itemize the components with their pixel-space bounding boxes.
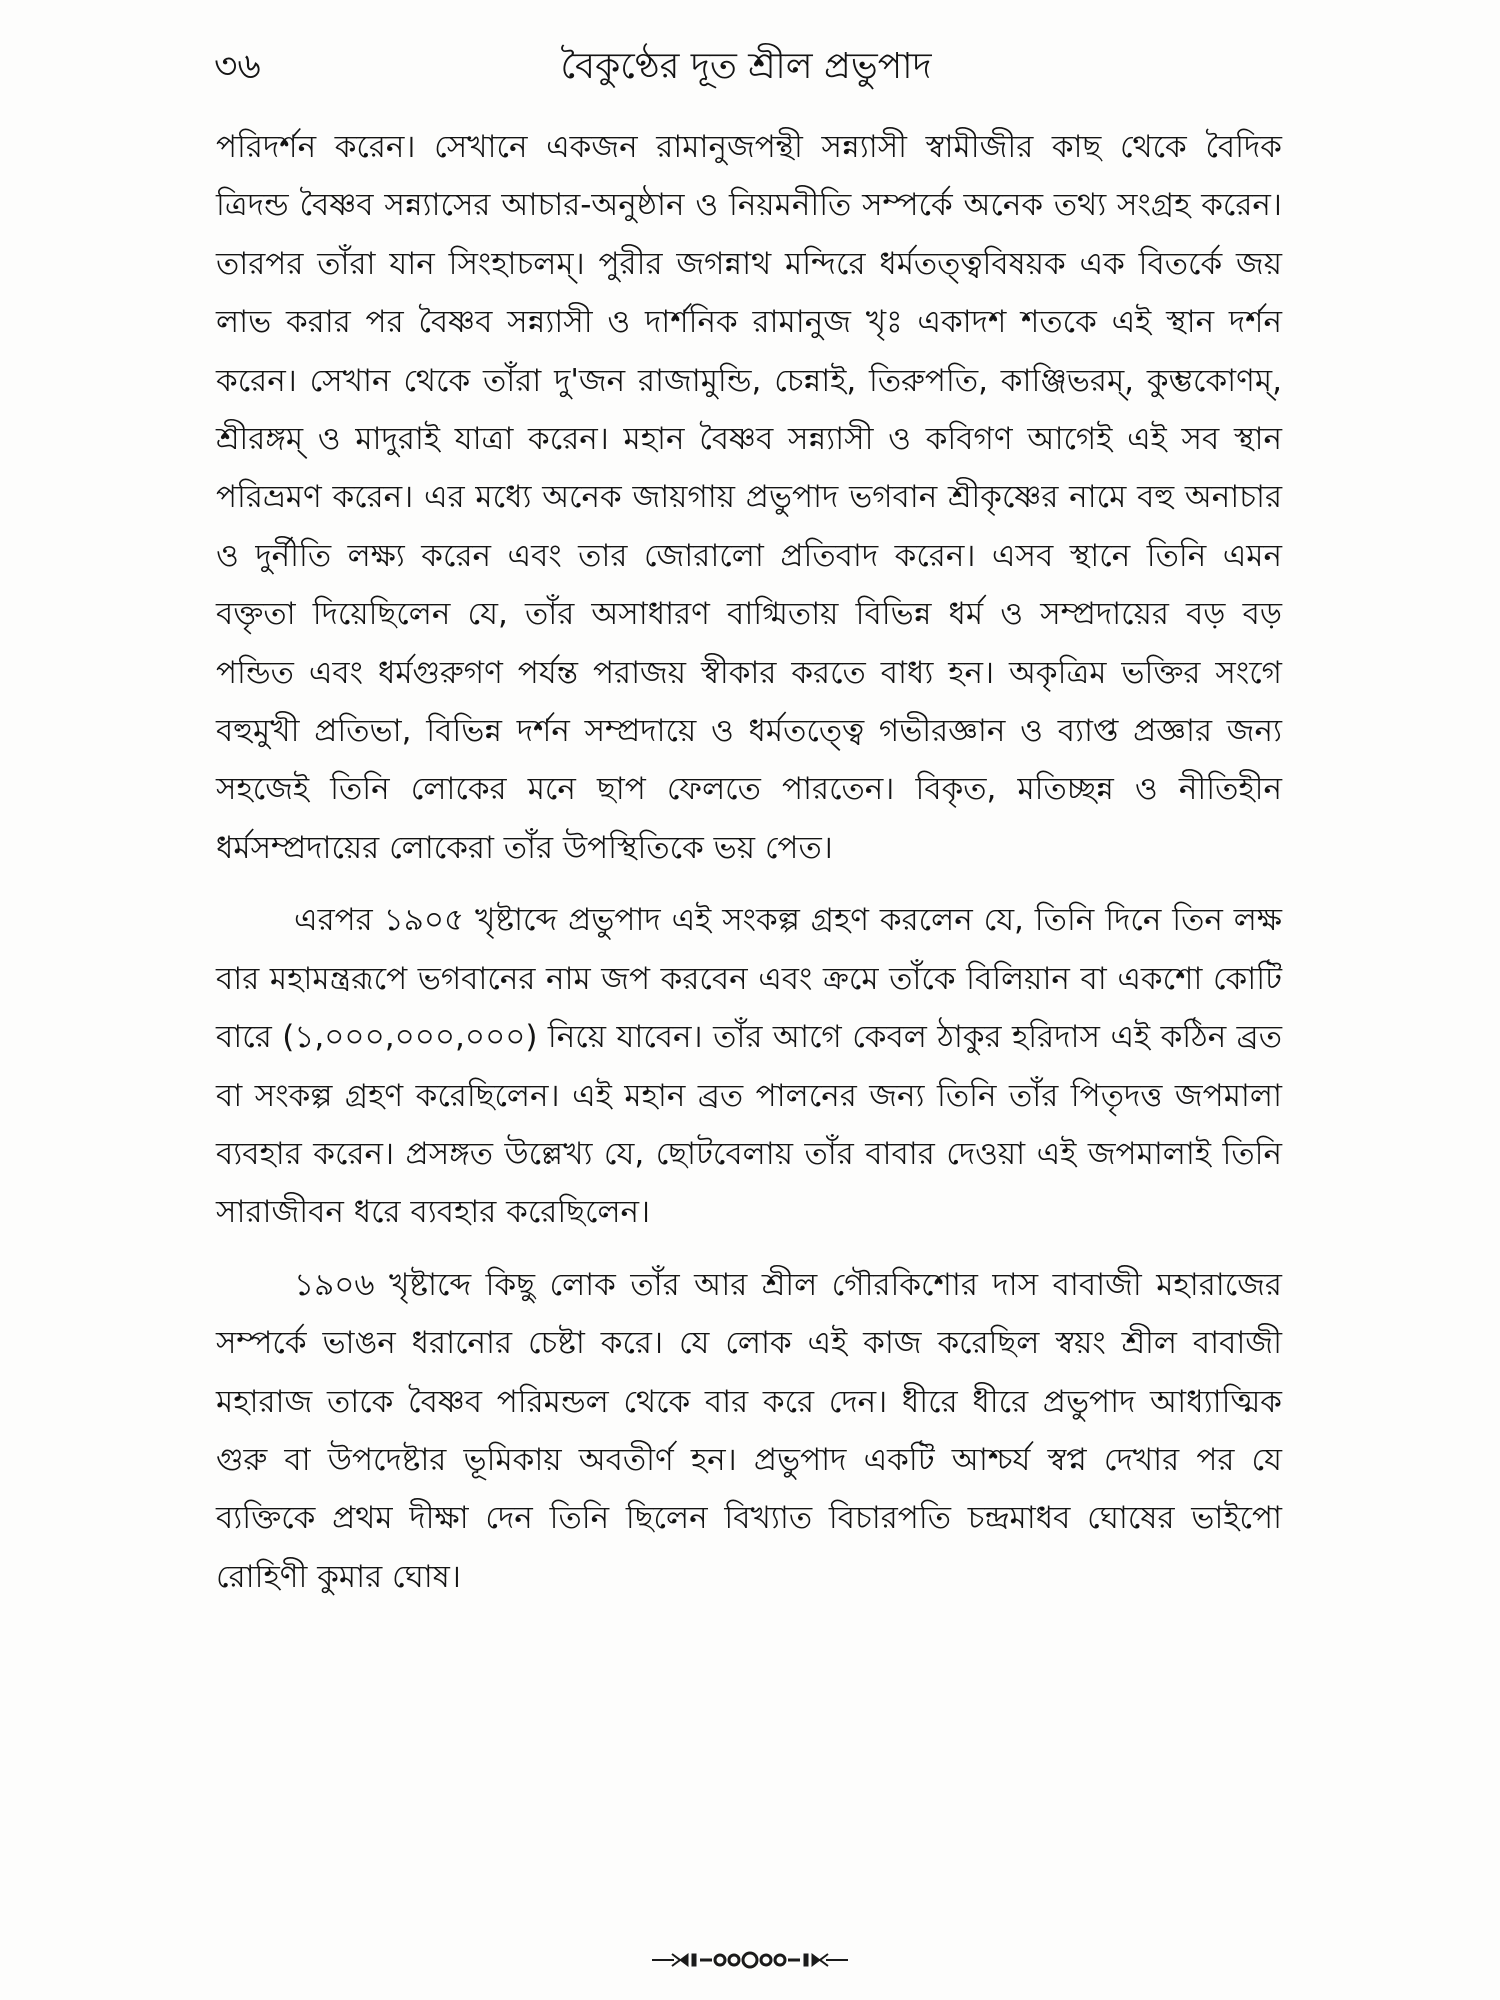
body-text <box>216 118 1282 1606</box>
page-header <box>210 38 1282 98</box>
paragraph: ১৯০৬ খৃষ্টাব্দে কিছু লোক তাঁর আর শ্রীল গৌরকিশোর দাস বাবাজী মহারাজের সম্পর্কে ভাঙন ধরানোর চেষ্টা করে। যে লোক এই কাজ করেছিল স্বয়ং শ্রীল বাবাজী মহারাজ তাকে বৈষ্ণব পরিমন্ডল থেকে বার করে দেন। ধীরে ধীরে প্রভুপাদ আধ্যাত্মিক গুরু বা উপদেষ্টার ভূমিকায় অবতীর্ণ হন। প্রভুপাদ একটি আশ্চর্য স্বপ্ন দেখার পর যে ব্যক্তিকে প্রথম দীক্ষা দেন তিনি ছিলেন বিখ্যাত বিচারপতি চন্দ্রমাধব ঘোষের ভাইপো রোহিণী কুমার ঘোষ। <box>216 1266 1282 1595</box>
paragraph-continued: পরিদর্শন করেন। সেখানে একজন রামানুজপন্থী সন্ন্যাসী স্বামীজীর কাছ থেকে বৈদিক ত্রিদন্ড বৈষ্ণব সন্ন্যাসের আচার-অনুষ্ঠান ও নিয়মনীতি সম্পর্কে অনেক তথ্য সংগ্রহ করেন। তারপর তাঁরা যান সিংহাচলম্‌। পুরীর জগন্নাথ মন্দিরে ধর্মতত্ত্ববিষয়ক এক বিতর্কে জয় লাভ করার পর বৈষ্ণব সন্ন্যাসী ও দার্শনিক রামানুজ খৃঃ একাদশ শতকে এই স্থান দর্শন করেন। সেখান থেকে তাঁরা দু'জন রাজামুন্ডি, চেন্নাই, তিরুপতি, কাঞ্জিভরম্‌, কুম্ভকোণম্‌, শ্রীরঙ্গম্‌ ও মাদুরাই যাত্রা করেন। মহান বৈষ্ণব সন্ন্যাসী ও কবিগণ আগেই এই সব স্থান পরিভ্রমণ করেন। এর মধ্যে অনেক জায়গায় প্রভুপাদ ভগবান শ্রীকৃষ্ণের নামে বহু অনাচার ও দুর্নীতি লক্ষ্য করেন এবং তার জোরালো প্রতিবাদ করেন। এসব স্থানে তিনি এমন বক্তৃতা দিয়েছিলেন যে, তাঁর অসাধারণ বাগ্মিতায় বিভিন্ন ধর্ম ও সম্প্রদায়ের বড় বড় পন্ডিত এবং ধর্মগুরুগণ পর্যন্ত পরাজয় স্বীকার করতে বাধ্য হন। অকৃত্রিম ভক্তির সংগে বহুমুখী প্রতিভা, বিভিন্ন দর্শন সম্প্রদায়ে ও ধর্মতত্ত্বে গভীরজ্ঞান ও ব্যাপ্ত প্রজ্ঞার জন্য সহজেই তিনি লোকের মনে ছাপ ফেলতে পারতেন। বিকৃত, মতিচ্ছন্ন ও নীতিহীন ধর্মসম্প্রদায়ের লোকেরা তাঁর উপস্থিতিকে ভয় পেত। <box>216 129 1282 866</box>
decorative-flourish-icon <box>650 1948 850 1972</box>
paragraph: এরপর ১৯০৫ খৃষ্টাব্দে প্রভুপাদ এই সংকল্প গ্রহণ করলেন যে, তিনি দিনে তিন লক্ষ বার মহামন্ত্ররূপে ভগবানের নাম জপ করবেন এবং ক্রমে তাঁকে বিলিয়ান বা একশো কোটি বারে (১,০০০,০০০,০০০) নিয়ে যাবেন। তাঁর আগে কেবল ঠাকুর হরিদাস এই কঠিন ব্রত বা সংকল্প গ্রহণ করেছিলেন। এই মহান ব্রত পালনের জন্য তিনি তাঁর পিতৃদত্ত জপমালা ব্যবহার করেন। প্রসঙ্গত উল্লেখ্য যে, ছোটবেলায় তাঁর বাবার দেওয়া এই জপমালাই তিনি সারাজীবন ধরে ব্যবহার করেছিলেন। <box>216 902 1282 1231</box>
running-title: বৈকুণ্ঠের দূত শ্রীল প্রভুপাদ <box>560 46 932 87</box>
page-number: ৩৬ <box>214 46 261 87</box>
